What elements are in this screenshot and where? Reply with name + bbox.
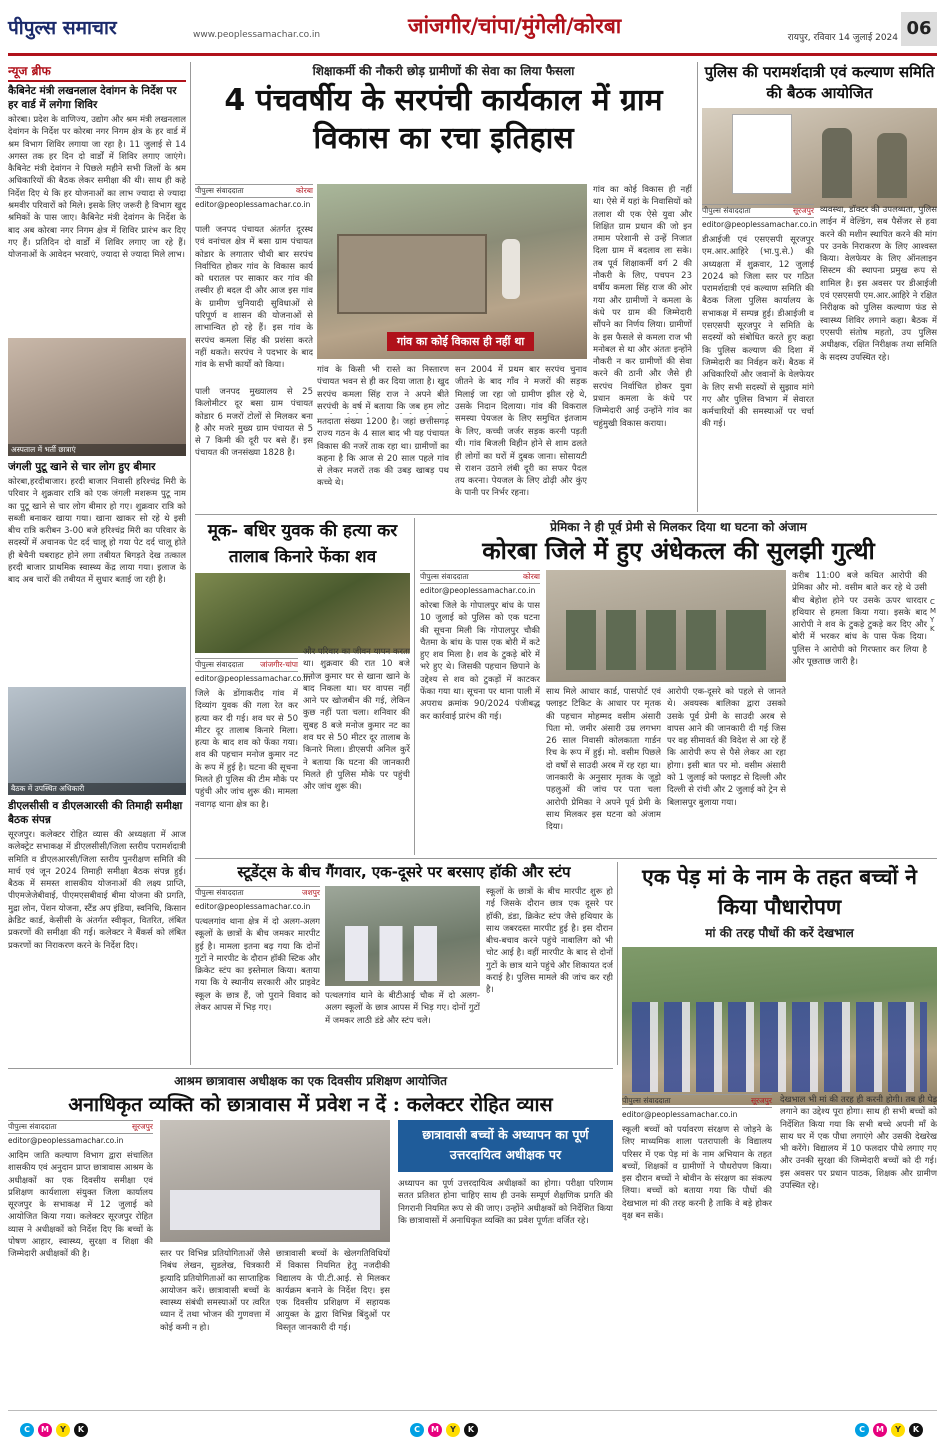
brief-text-3: सूरजपुर। कलेक्टर रोहित व्यास की अध्यक्षता में आज कलेक्ट्रेट सभाकक्ष में डीएलसीसी/जिला स्तरीय परामर्शदात्री समिति व डीएलआरसी/जिला स्तरीय पुनरीक्षण समिति की मार्च एवं जून 2024 तिमाही समीक्षा बैठक संपन्न हुई। बैठक में समस्त शासकीय योजनाओं की लक्ष्य प्राप्ति, पीएमजेजेबीवाई, पीएमएसबीवाई बीमा योजना की प्रगति, मुद्रा लोन, पेंशन योजना, स्टैंड अप इंडिया, स्वनिधि, किसान क्रेडिट कार्ड, केसीसी के अंतर्गत स्वीकृत, वितरित, लंबित प्रकरणों की समीक्षा की गई। कलेक्टर ने बैंकर्स को लंबित प्रकरणों का निराकरण करने के निर्देश दिए। — [8, 830, 186, 951]
cmyk-m: M — [930, 607, 937, 615]
lead-byline-name: पीपुल्स संवाददाता — [195, 186, 244, 195]
brief-photo-1 — [8, 338, 186, 456]
column-rule — [617, 862, 618, 1065]
students-byline-block — [195, 886, 320, 911]
lead-story — [195, 62, 692, 512]
lead-email: editor@peoplessamachar.co.in — [195, 200, 311, 209]
cmyk-dot-y: Y — [56, 1423, 70, 1437]
tree-photo — [622, 947, 937, 1105]
hostel-byline-place: सूरजपुर — [131, 1122, 153, 1131]
korba-col2: साथ मिले आधार कार्ड, पासपोर्ट एवं फ्लाइट टिकिट के आधार पर मृतक की पहचान मोहम्मद वसीम अंसारी पिता मो. जमीर अंसारी उम्र लगभग 26 साल निवासी कोलकाता गार्डन रिच के रूप में हुई। मो. वसीम पिछले दो वर्षों से साउदी अरब में रह रहा था। जानकारी के अनुसार मृतक के जूड़ो पहलुओं की जांच पर पता चला आरोपी प्रेमिका ने अपने पूर्व प्रेमी के साथ मिलकर इस घटना को अंजाम दिया। — [546, 687, 661, 833]
students-photo — [325, 886, 480, 986]
students-email: editor@peoplessamachar.co.in — [195, 902, 311, 911]
hostel-col2: स्तर पर विभिन्न प्रतियोगिताओं जैसे निबंध लेखन, सुडलेख, चित्रकारी इत्यादि प्रतियोगिताओं का साप्ताहिक आयोजन करें। छात्रावासी बच्चों के स्वास्थ्य संबंधी समस्याओं पर त्वरित ध्यान दें तथा भोजन की गुणवत्ता में कोई कमी न हो। — [160, 1249, 270, 1333]
korba-kicker: प्रेमिका ने ही पूर्व प्रेमी से मिलकर दिया था घटना को अंजाम — [550, 520, 807, 534]
footer-color-marks — [8, 1410, 937, 1438]
section-rule — [8, 1068, 613, 1069]
cmyk-left — [18, 1417, 90, 1437]
korba-col4: करीब 11:00 बजे कथित आरोपी की प्रेमिका और मो. वसीम बाते कर रहे थे उसी बीच बेहोश होने पर उसके ऊपर धारदार हथियार से हमला किया गया। इसके बाद आरोपी ने शव के टुकड़े टुकड़े कर दिए और बोरी में भरकर बांध के पास फेंक दिया। पुलिस ने आरोपी को गिरफ्तार कर लिया है और पूछताछ जारी है। — [792, 571, 927, 668]
lead-col1: पाली जनपद पंचायत अंतर्गत दूरस्थ एवं वनांचल क्षेत्र में बसा ग्राम पंचायत कोडार के लगातार चौथी बार सरपंच निर्वाचित होकर गांव के विकास कार्य को धरातल पर साकार कर गांव की तस्वीर ही बदल दी और आज इस गांव के ग्रामीण चुनियादी सुविधाओं से परिपूर्ण व शासन की योजनाओं से लाभान्वित हो रहे हैं। इस गांव के सरपंच कमला सिंह की प्रशंसा करते नहीं थकते। सरपंच ने पदभार के बाद गांव के सभी कार्यों को किया। — [195, 225, 313, 371]
korba-photo-officers — [566, 610, 766, 670]
deaf-col2: और परिवार का जीवन यापन करता था। शुक्रवार की रात 10 बजे मनोज कुमार घर से खाना खाने के बाद निकला था। घर वापस नहीं आने पर खोजबीन की गई, लेकिन कुछ नहीं पता चला। शनिवार की सुबह 8 बजे मनोज कुमार नट का शव घर से 50 मीटर दूर तालाब के किनारे मिला। डीएसपी अनिल कुर्रे ने बताया कि घटना की जानकारी मिलते ही पुलिस मौके पर पहुंची और जांच शुरू की। — [303, 647, 410, 793]
police-byline-block — [702, 204, 818, 229]
deaf-photo — [195, 573, 410, 653]
website: www.peoplessamachar.co.in — [193, 30, 321, 40]
cmyk-side-mark — [930, 598, 937, 634]
lead-byline-place: कोरबा — [296, 186, 313, 195]
dateline: रायपुर, रविवार 14 जुलाई 2024 — [787, 33, 898, 43]
tree-byline-block — [622, 1094, 772, 1119]
lead-photo — [317, 184, 587, 359]
cmyk-c: C — [930, 598, 935, 606]
police-headline: पुलिस की परामर्शदात्री एवं कल्याण समिति की बैठक आयोजित — [704, 63, 935, 102]
students-col1: पत्थलगांव थाना क्षेत्र में दो अलग-अलग स्कूलों के छात्रों के बीच जमकर मारपीट हुई है। मामला इतना बढ़ गया कि दोनों गुटों ने मारपीट के दौरान हॉकी स्टिक और क्रिकेट स्टंप का इस्तेमाल किया। बताया गया कि ये स्थानीय सरकारी और प्राइवेट स्कूल के छात्र हैं, जो पुराने विवाद को लेकर आपस में भिड़ गए। — [195, 917, 320, 1014]
brief-text-1: कोरबा। प्रदेश के वाणिज्य, उद्योग और श्रम मंत्री लखनलाल देवांगन के निर्देश पर कोरबा नगर निगम क्षेत्र के हर वार्ड में श्रम विभाग शिविर लगाया जा रहा है। 11 जुलाई से 14 अगस्त तक हर दिन दो वार्डों में शिविर लगाए जाएंगे। कैबिनेट मंत्री देवांगन ने पिछले महीने सभी जिलों के श्रम अधिकारियों की बैठक लेकर समीक्षा की थी। साथ ही कहे निर्देश दिए थे कि हर योजनाओं का लाभ ज्यादा से ज्यादा श्रमवीर परिवारों को मिले। इसके लिए जरूरी है विभाग खुद श्रमिकों के पास जाए। कैबिनेट मंत्री देवांगन के निर्देश के बाद अब कोरबा नगर निगम क्षेत्र में शिविर प्रारंभ कर दिए गए हैं। प्रतिदिन दो वार्डों में शिविर लगाए जा रहे हैं। योजनाओं के आवेदन भरवाएं, ज्यादा से ज्यादा मिले लाभ। — [8, 115, 186, 261]
cmyk-dot-m: M — [873, 1423, 887, 1437]
lead-photo-caption: गांव का कोई विकास ही नहीं था — [387, 332, 534, 351]
news-brief — [8, 62, 186, 1065]
korba-byline-name: पीपुल्स संवाददाता — [420, 572, 469, 581]
hostel-col4: अध्यापन का पूर्ण उत्तरदायित्व अधीक्षकों का होगा। परीक्षा परिणाम सतत प्रतिशत होना चाहिए साथ ही उनके सम्पूर्ण शैक्षणिक प्रगति की निगरानी नियमित रूप से की जाए। उन्होंने अधीक्षकों को निर्देशित किया कि छात्रावासों में अनाधिकृत व्यक्ति का प्रवेश पूर्णतः वर्जित रहे। — [398, 1179, 613, 1226]
cmyk-dot-c: C — [410, 1423, 424, 1437]
korba-photo — [546, 570, 786, 682]
lead-col3b: के लिए, कच्ची जर्जर सड़क करनी पड़ती थी। गांव बिजली विहीन होने से शाम ढलते ही लोगों का घरों में दुबक जाना। सोसायटी से राशन उठाने लंबी दूरी का सफर पैदल तय करना। पेयजल के लिए ढोढ़ी और कुंए के पानी पर निर्भर रहना। — [455, 427, 587, 499]
lead-col2: गांव के किसी भी रास्ते का निस्तारण पंचायत भवन से ही कर दिया जाता है। खुद सरपंच कमला सिंह राज ने अपने बीते सरपंची के वर्ष में बताया कि जब हम लोट — [317, 365, 449, 412]
hostel-col3: छात्रावासी बच्चों के खेलगतिविधियों में विकास नियमित हेतु नजदीकी विद्यालय के पी.टी.आई. से मिलकर कार्यक्रम बनाने के निर्देश दिए। इस एक दिवसीय प्रशिक्षण में सहायक आयुक्त के द्वारा विभिन्न बिंदुओं पर विस्तृत जानकारी दी गई। — [276, 1249, 390, 1333]
students-photo-group — [345, 926, 460, 981]
cmyk-dot-k: K — [74, 1423, 88, 1437]
deaf-murder-story — [195, 518, 410, 855]
police-byline-place: सूरजपुर — [792, 206, 814, 215]
students-byline — [195, 886, 320, 900]
paper-logo — [8, 10, 183, 46]
masthead — [8, 6, 937, 56]
cmyk-dot-k: K — [464, 1423, 478, 1437]
korba-byline-place: कोरबा — [523, 572, 540, 581]
column-rule — [697, 62, 698, 512]
lead-headline: 4 पंचवर्षीय के सरपंची कार्यकाल में ग्राम विकास का रचा इतिहास — [224, 83, 663, 156]
tree-col2: देखभाल भी मां की तरह ही करनी होगी। तब ही पेड़ लगाने का उद्देश्य पूरा होगा। साथ ही सभी बच्चों को निर्देशित किया गया कि सभी बच्चे अपनी माँ के साथ घर में एक पौधा लगाएंगे और उसकी देखरेख भी करेंगे। विद्यालय में 10 फलदार पौधे लगाए गए और उनकी सुरक्षा की जिम्मेदारी बच्चों को दी गई। इस अवसर पर प्रधान पाठक, शिक्षक और ग्रामीण उपस्थित रहे। — [780, 1095, 937, 1192]
brief-photo-2-caption: बैठक में उपस्थित अधिकारी — [8, 783, 186, 795]
hostel-kicker: आश्रम छात्रावास अधीक्षक का एक दिवसीय प्रशिक्षण आयोजित — [174, 1074, 447, 1088]
korba-byline-block — [420, 570, 540, 595]
hostel-email: editor@peoplessamachar.co.in — [8, 1136, 124, 1145]
police-col1: डीआईजी एवं एसएसपी सूरजपुर एम.आर.आहिरे (भा.पु.से.) की अध्यक्षता में शुक्रवार, 12 जुलाई 2024 को जिला स्तर पर गठित परामर्शदात्री एवं कल्याण समिति की बैठक जिला पुलिस कार्यालय के सभाकक्ष में सम्पन्न हुई। डीआईजी व एसएसपी सूरजपुर ने समिति के सदस्यों को संबोधित करते हुए कहा कि पुलिस कल्याण की दिशा में जिम्मेदारी का निर्वहन करें। बैठक में अधिकारियों और जवानों के वेलफेयर के लिए सभी सदस्यों से सुझाव मांगे गए और पुलिस विभाग में सेवारत कर्मचारियों की समस्याओं पर चर्चा की गई। — [702, 235, 814, 430]
deaf-byline-block — [195, 658, 311, 683]
korba-col1: कोरबा जिले के गोपालपुर बांध के पास 10 जुलाई को पुलिस को एक घटना की सूचना मिली कि गोपालपुर चौकी चैतमा के बांध के पास एक बोरी में कटे हुए शव मिला है। शव के टुकड़े बोरे में भरे हुए थे। जिसकी पहचान छिपाने के उद्देश्य से शव को टुकड़ों में काटकर फेंका गया था। सूचना पर थाना पाली में अपराध क्रमांक 90/2024 पंजीबद्ध कर कार्रवाई प्रारंभ की गई। — [420, 601, 540, 722]
cmyk-dot-c: C — [855, 1423, 869, 1437]
cmyk-dot-m: M — [428, 1423, 442, 1437]
brief-headline-3: डीएलसीसी व डीएलआरसी की तिमाही समीक्षा बैठक संपन्न — [8, 800, 183, 826]
hostel-col1: आदिम जाति कल्याण विभाग द्वारा संचालित शासकीय एवं अनुदान प्राप्त छात्रावास आश्रम के अधीक्षकों का एक दिवसीय समीक्षा एवं प्रशिक्षण कार्यशाला संयुक्त जिला कार्यालय सूरजपुर के सभाकक्ष में 12 जुलाई को आयोजित किया गया। कलेक्टर सूरजपुर रोहित व्यास ने अधीक्षकों को निर्देश दिए कि बच्चों के पोषण आहार, स्वास्थ्य, सुरक्षा व शिक्षा की जिम्मेदारी अधीक्षकों की है। — [8, 1151, 153, 1260]
hostel-byline — [8, 1120, 153, 1134]
police-byline — [702, 204, 814, 218]
students-byline-name: पीपुल्स संवाददाता — [195, 888, 244, 897]
korba-murder-story — [420, 518, 937, 855]
police-photo-officer — [877, 133, 907, 198]
deaf-headline: मूक- बधिर युवक की हत्या कर तालाब किनारे फेंका शव — [207, 521, 398, 567]
tree-story — [622, 862, 937, 1402]
column-rule — [190, 62, 191, 1065]
tree-col1: स्कूली बच्चों को पर्यावरण संरक्षण से जोड़ने के लिए माध्यमिक शाला पतरापाली के विद्यालय परिसर में एक पेड़ मां के नाम अभियान के तहत बच्चों, शिक्षकों व ग्रामीणों ने पौधरोपण किया। इस दौरान बच्चों ने बोवीन के संरक्षण का संकल्प लिया। बच्चों को बताया गया कि पौधों की देखभाल मां की तरह करनी है ताकि वे बड़े होकर वृक्ष बन सकें। — [622, 1125, 772, 1222]
students-story — [195, 862, 613, 1065]
cmyk-dot-c: C — [20, 1423, 34, 1437]
cmyk-center — [408, 1417, 480, 1437]
deaf-byline-name: पीपुल्स संवाददाता — [195, 660, 244, 669]
korba-email: editor@peoplessamachar.co.in — [420, 586, 536, 595]
lead-kicker: शिक्षाकर्मी की नौकरी छोड़ ग्रामीणों की सेवा का लिया फैसला — [312, 64, 575, 78]
deaf-col1: जिले के डोंगाकरीद गांव में दिव्यांग युवक की गला रेत कर हत्या कर दी गई। शव घर से 50 मीटर दूर तालाब किनारे मिला। हत्या के बाद शव को फेंका गया। शव की पहचान मनोज कुमार नट के रूप में हुई है। घटना की सूचना मिलते ही पुलिस की टीम मौके पर पहुंची और जांच शुरू की। मामला नवागढ़ थाना क्षेत्र का है। — [195, 689, 298, 810]
lead-col2b: मतदाता संख्या 1200 है। जहां छत्तीसगढ़ राज्य गठन के 4 साल बाद भी यह पंचायत विकास की नजरें ताक रहा था। ग्रामीणों का कहना है कि आज से 20 साल पहले गांव से लेकर मजरों तक की उबड़ खाबड़ पथ कच्चे थे। — [317, 417, 449, 489]
cmyk-right — [853, 1417, 925, 1437]
brief-text-2: कोरबा,हरदीबाजार। हरदी बाजार निवासी हरिश्चंद्र मिरी के परिवार ने शुक्रवार रात्रि को एक जंगली मशरूम पुटू नाम का पुटू खाने से चार लोग बीमार हो गए। शुक्रवार रात्रि को सब्जी बनाकर खाया गया। खाना खाकर सो रहे थे इसी बीच रात्रि करीबन 3-00 बजे हरिश्चंद्र मिरी का परिवार के सदस्यों में अचानक पेट दर्द चालू हो गया पेट दर्द चालू होते ही बेचैनी घबराहट होने लगा तबीयत बिगड़ते देख तत्काल हरदी बाजार प्राथमिक स्वास्थ्य केंद्र लाया गया। इलाज के बाद अब चारों की तबीयत में सुधार बताई जा रही है। — [8, 477, 186, 586]
students-photo-caption: पत्थलगांव थाने के बीटीआई चौक में दो अलग-अलग स्कूलों के छात्र आपस में भिड़ गए। दोनों गुटों में जमकर लाठी डंडे और स्टंप चले। — [325, 991, 480, 1026]
lead-byline — [195, 184, 313, 198]
hostel-story — [8, 1072, 613, 1402]
cmyk-y: Y — [930, 616, 935, 624]
police-col2: व्यवस्था, डॉक्टर की उपलब्धता, पुलिस लाईन में वेल्डिंग, सब पैसेंजर से हवा करने की मशीन स्थापित करने की मांग पर उनके निराकरण के लिए आश्वस्त किया। वेलफेयर के लिए ऑनलाइन सिस्टम की स्थापना प्रमुख रूप से शामिल है। इस अवसर पर डीआईजी एवं एसएसपी एम.आर.आहिरे ने रक्षित निरीक्षक को पुलिस कल्याण फंड से स्वास्थ्य शिविर लगाने कहा। बैठक में एएसपी संतोष महतो, उप पुलिस अधीक्षक, रक्षित निरीक्षक तथा समिति के सदस्य उपस्थित रहे। — [820, 205, 937, 363]
lead-col1b: पाली जनपद मुख्यालय से 25 किलोमीटर दूर बसा ग्राम पंचायत कोडार 6 मजरों टोलों से मिलकर बना है और मजरे मुख्य ग्राम पंचायत से 5 से 7 किमी की दूरी पर बसे हैं। इस पंचायत की जनसंख्या 1828 है। — [195, 387, 313, 459]
hostel-box-text: छात्रावासी बच्चों के अध्यापन का पूर्ण उत्तरदायित्व अधीक्षक पर — [422, 1127, 589, 1162]
cmyk-k: K — [930, 625, 935, 633]
tree-photo-children — [632, 1002, 927, 1092]
lead-byline-block — [195, 184, 313, 209]
lead-col3: सन 2004 में प्रथम बार सरपंच चुनाव जीतने के बाद गाँव ने मजरों की सड़क मिलाई जा रहा जो ग्रामीण झील रहे थे, उसके निदान दिलाया। गांव की विकराल समस्या पेयजल के लिए समुचित इंतजाम — [455, 365, 587, 424]
lead-col4: गांव का कोई विकास ही नहीं था। ऐसे में यहां के निवासियों को तलाश थी एक ऐसे युवा और शिक्षित ग्राम प्रधान की जो इन तमाम परेशानी से उन्हें निजात दिला ग्राम में बदलाव ला सके। तब पूर्व शिक्षाकर्मी वर्ग 2 की नौकरी के लिए, पचपन 23 वर्षीय कमला सिंह राज की ओर गया और ग्रामीणों ने कमला के कंधे पर ग्राम की जिम्मेदारी सौंपने का निर्णय लिया। ग्रामीणों के इस फैसले से कमला राज भी मनोबल से था और अंततः इन्होंने नौकरी न कर ग्रामीणों की सेवा करने की ठानी और जैसे ही सरपंच निर्वाचित होकर युवा प्रधान कमला के कंधे पर जिम्मेदारी आई उन्होंने गांव का चहुंमुखी विकास कराया। — [593, 185, 692, 429]
brief-photo-1-caption: अस्पताल में भर्ती छात्राएं — [8, 444, 186, 456]
column-rule — [414, 518, 415, 855]
cmyk-dot-m: M — [38, 1423, 52, 1437]
students-headline: स्टूडेंट्स के बीच गैंगवार, एक-दूसरे पर बरसाए हॉकी और स्टंप — [237, 863, 571, 881]
lead-photo-building — [337, 234, 487, 314]
deaf-byline — [195, 658, 298, 672]
hostel-headline: अनाधिकृत व्यक्ति को छात्रावास में प्रवेश न दें : कलेक्टर रोहित व्यास — [68, 1093, 553, 1116]
section-title: जांजगीर/चांपा/मुंगेली/कोरबा — [408, 14, 622, 38]
tree-byline-place: सूरजपुर — [750, 1096, 772, 1105]
brief-headline-2: जंगली पुटू खाने से चार लोग हुए बीमार — [8, 461, 156, 473]
section-rule — [195, 514, 937, 515]
tree-email: editor@peoplessamachar.co.in — [622, 1110, 738, 1119]
police-byline-name: पीपुल्स संवाददाता — [702, 206, 751, 215]
police-email: editor@peoplessamachar.co.in — [702, 220, 818, 229]
korba-col3: आरोपी एक-दूसरे को पहले से जानते थे। अवयस्क बालिका द्वारा उसको उसके पूर्व प्रेमी के साउदी अरब से वापस आने की जानकारी दी गई जिस पर वह सीमावर्त की विदेश से आ रहे हैं कि आरोपी रूप से पैसे लेकर आ रहा होगा। इसी बात पर मो. वसीम अंसारी को 1 जुलाई को फ्लाइट से दिल्ली और दिल्ली से रांची और 2 जुलाई को ट्रेन से बिलासपुर बुलाया गया। — [667, 687, 786, 808]
hostel-byline-block — [8, 1120, 153, 1145]
korba-headline: कोरबा जिले में हुए अंधेकत्ल की सुलझी गुत्थी — [482, 537, 875, 565]
lead-photo-person — [502, 239, 520, 299]
students-col3: स्कूलों के छात्रों के बीच मारपीट शुरू हो गई जिसके दौरान छात्र एक दूसरे पर हॉकी, डंडा, क्रिकेट स्टंप जैसे हथियार के साथ जबरदस्त मारपीट हुई है। इस दौरान बीच-बचाव करने पहुंचे नाबालिग को भी चोट आई है। वहीं मारपीट के बाद से दोनों गुटों के छात्र थाने पहुंचे और शिकायत दर्ज कराई है। पुलिस मामले की जांच कर रही है। — [486, 887, 613, 996]
brief-photo-2 — [8, 687, 186, 795]
deaf-email: editor@peoplessamachar.co.in — [195, 674, 311, 683]
police-photo-banner — [732, 114, 792, 194]
police-story — [702, 62, 937, 512]
hostel-box — [398, 1120, 613, 1172]
korba-byline — [420, 570, 540, 584]
deaf-byline-place: जांजगीर-चांपा — [260, 660, 298, 669]
police-photo-officer — [822, 128, 852, 198]
hostel-photo-table — [170, 1190, 380, 1230]
hostel-photo — [160, 1120, 390, 1242]
students-byline-place: जशपुर — [302, 888, 320, 897]
cmyk-dot-y: Y — [891, 1423, 905, 1437]
section-rule — [195, 858, 937, 859]
paper-name: पीपुल्स समाचार — [8, 17, 117, 39]
page-number: 06 — [901, 12, 937, 46]
cmyk-dot-k: K — [909, 1423, 923, 1437]
tree-subheadline: मां की तरह पौधों की करें देखभाल — [705, 926, 854, 940]
tree-headline: एक पेड़ मां के नाम के तहत बच्चों ने किया पौधारोपण — [642, 865, 917, 919]
news-brief-label: न्यूज ब्रीफ — [8, 62, 186, 82]
cmyk-dot-y: Y — [446, 1423, 460, 1437]
police-photo — [702, 108, 937, 208]
brief-headline-1: कैबिनेट मंत्री लखनलाल देवांगन के निर्देश पर हर वार्ड में लगेगा शिविर — [8, 85, 177, 111]
tree-byline-name: पीपुल्स संवाददाता — [622, 1096, 671, 1105]
hostel-byline-name: पीपुल्स संवाददाता — [8, 1122, 57, 1131]
tree-byline — [622, 1094, 772, 1108]
